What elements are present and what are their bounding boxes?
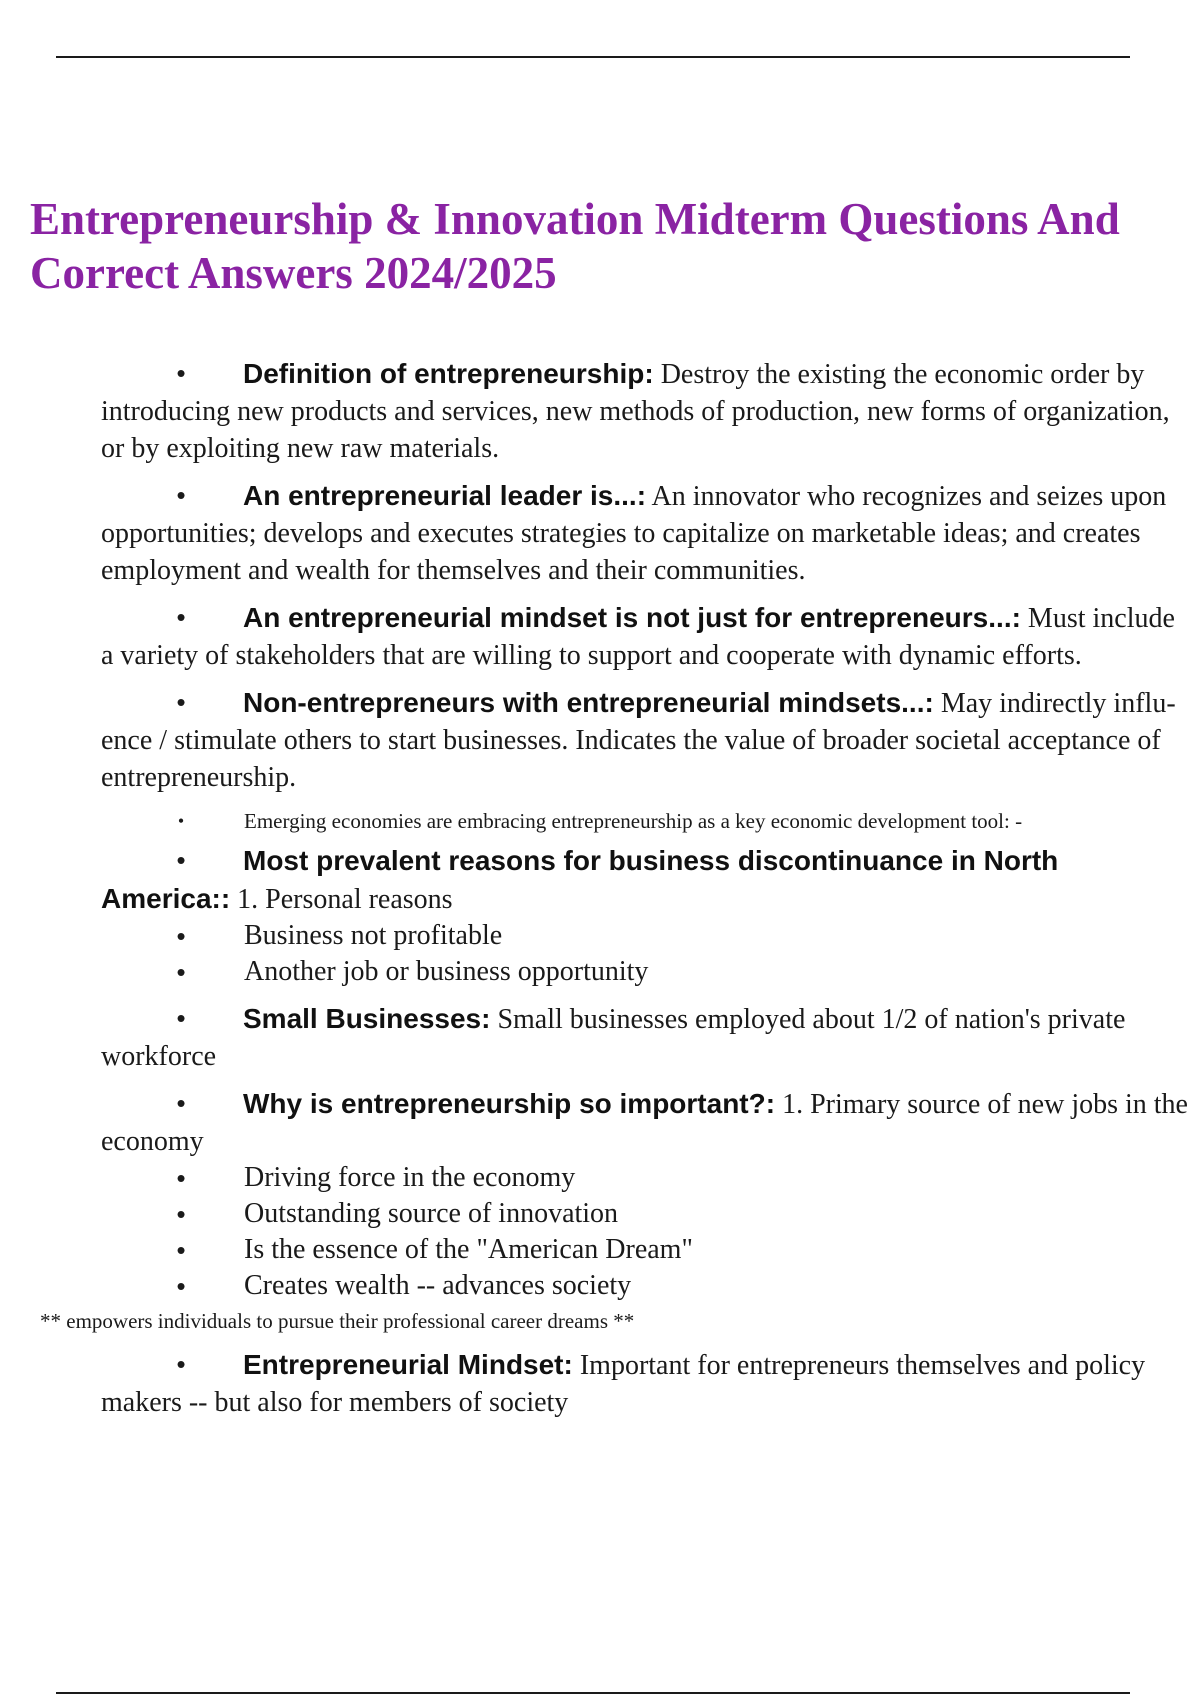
bullet-icon: • — [176, 1163, 186, 1193]
question-term: Entrepreneurial Mindset: — [243, 1349, 573, 1380]
sub-item — [176, 954, 1200, 990]
sub-item-text: Business not profitable — [244, 920, 503, 951]
list-item — [101, 355, 1191, 467]
bullet-icon: • — [176, 1271, 186, 1301]
bottom-rule — [56, 1692, 1130, 1694]
bullet-icon: • — [176, 845, 186, 875]
answer-text: Destroy the existing the economic order by introducing new products and services, new methods of production, new forms of organization, or by exploiting new raw materials. — [101, 359, 1170, 464]
bullet-icon: • — [176, 1349, 186, 1379]
question-term: An entrepreneurial leader is...: — [243, 480, 647, 511]
bullet-icon: • — [176, 687, 186, 717]
sub-item-text: Outstanding source of innovation — [244, 1198, 619, 1229]
top-rule — [56, 56, 1130, 58]
sub-item-text: Creates wealth -- advances society — [244, 1270, 632, 1301]
list-item — [101, 684, 1191, 796]
sub-item — [176, 1232, 1200, 1268]
list-item — [101, 1085, 1191, 1160]
sub-item-text: Driving force in the economy — [244, 1162, 576, 1193]
question-term: Most prevalent reasons for business discontinuance in North America:: — [101, 845, 1059, 914]
answer-text: Small businesses employed about 1/2 of nation's private workforce — [101, 1004, 1126, 1072]
sub-item — [176, 1268, 1200, 1304]
answer-text: Important for entrepreneurs themselves and policy makers -- but also for members of society — [101, 1350, 1146, 1418]
bullet-icon: • — [176, 1235, 186, 1265]
sub-item-text: Is the essence of the "American Dream" — [244, 1234, 693, 1265]
sub-item — [176, 1196, 1200, 1232]
note-text: ** empowers individuals to pursue their professional career dreams ** — [40, 1309, 635, 1333]
answer-text: 1. Personal reasons — [237, 884, 453, 915]
bullet-icon: • — [176, 1199, 186, 1229]
list-item — [101, 477, 1191, 589]
sub-item — [176, 1160, 1200, 1196]
list-item-small — [177, 806, 1200, 836]
qa-list — [0, 355, 1200, 1421]
list-item — [101, 599, 1191, 674]
list-item — [101, 1000, 1191, 1075]
bullet-icon: • — [176, 1088, 186, 1118]
bullet-icon: • — [177, 811, 185, 831]
bullet-icon: • — [176, 957, 186, 987]
bullet-icon: • — [176, 480, 186, 510]
sub-item-text: Another job or business opportunity — [244, 956, 649, 987]
answer-text: 1. Primary source of new jobs in the economy — [101, 1089, 1188, 1157]
question-term: Non-entrepreneurs with entrepreneurial mindsets...: — [243, 687, 934, 718]
answer-text: Must include a variety of stakeholders that are willing to support and cooperate with dynamic efforts. — [101, 603, 1175, 671]
document-title: Entrepreneurship & Innovation Midterm Questions And Correct Answers 2024/2025 — [30, 194, 1120, 298]
bullet-icon: • — [176, 921, 186, 951]
question-term: An entrepreneurial mindset is not just for entrepreneurs...: — [243, 602, 1021, 633]
list-item — [101, 1346, 1191, 1421]
sub-item — [176, 918, 1200, 954]
bullet-icon: • — [176, 602, 186, 632]
item-text: Emerging economies are embracing entrepreneurship as a key economic development tool: - — [244, 809, 1023, 833]
question-term: Small Businesses: — [243, 1003, 491, 1034]
answer-text: An innovator who recognizes and seizes upon opportunities; develops and executes strategies to capitalize on marketable ideas; and creates employment and wealth for themselves and their communities. — [101, 481, 1167, 586]
list-item — [101, 842, 1191, 918]
answer-text: May indirectly influ- ence / stimulate others to start businesses. Indicates the value of broader societal acceptance of entrepreneurship. — [101, 688, 1176, 793]
bullet-icon: • — [176, 358, 186, 388]
question-term: Definition of entrepreneurship: — [243, 358, 654, 389]
question-term: Why is entrepreneurship so important?: — [243, 1088, 776, 1119]
bullet-icon: • — [176, 1003, 186, 1033]
